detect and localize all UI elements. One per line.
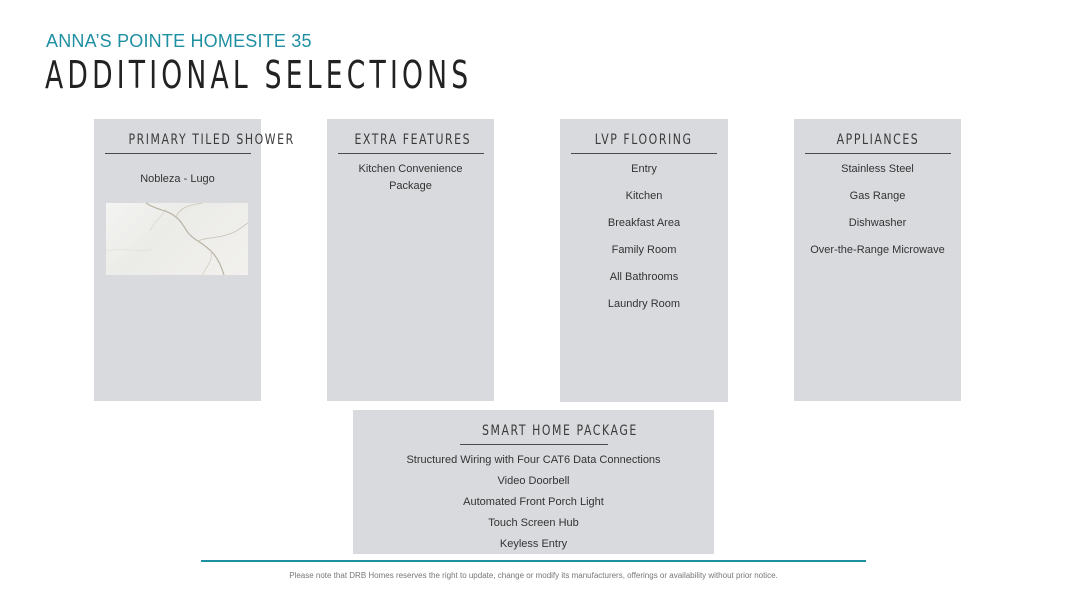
page-title: ADDITIONAL SELECTIONS [45, 53, 473, 97]
page-subtitle: ANNA’S POINTE HOMESITE 35 [46, 31, 312, 51]
list-item: Automated Front Porch Light [463, 496, 604, 508]
list-item: Dishwasher [848, 217, 907, 229]
list-item: Stainless Steel [841, 163, 914, 175]
list-item: Structured Wiring with Four CAT6 Data Connections [406, 454, 661, 466]
card-primary-tiled-shower [94, 119, 295, 401]
list-item: Package [389, 180, 432, 192]
list-item: Nobleza - Lugo [140, 173, 215, 185]
list-item: Gas Range [849, 190, 906, 202]
card-heading: LVP FLOORING [571, 119, 717, 154]
list-item: Breakfast Area [607, 217, 681, 229]
marble-tile-swatch [106, 203, 248, 275]
list-item: Touch Screen Hub [488, 517, 579, 529]
list-item: Kitchen [625, 190, 663, 202]
footer-divider [201, 560, 866, 562]
list-item: Over-the-Range Microwave [810, 244, 945, 256]
card-heading: SMART HOME PACKAGE [460, 410, 608, 445]
card-appliances [794, 119, 961, 401]
list-item: Kitchen Convenience [358, 163, 463, 175]
list-item: Entry [631, 163, 657, 175]
card-heading: EXTRA FEATURES [338, 119, 484, 154]
card-heading: APPLIANCES [805, 119, 951, 154]
card-extra-features [327, 119, 494, 401]
card-lvp-flooring [560, 119, 728, 402]
card-heading: PRIMARY TILED SHOWER [105, 119, 251, 154]
list-item: Family Room [611, 244, 677, 256]
list-item: All Bathrooms [609, 271, 679, 283]
list-item: Keyless Entry [499, 538, 568, 550]
list-item: Video Doorbell [497, 475, 570, 487]
list-item: Laundry Room [607, 298, 681, 310]
card-smart-home-package [353, 410, 714, 554]
footer-disclaimer: Please note that DRB Homes reserves the right to update, change or modify its manufacturers, offerings or availability without prior notice. [289, 571, 778, 580]
